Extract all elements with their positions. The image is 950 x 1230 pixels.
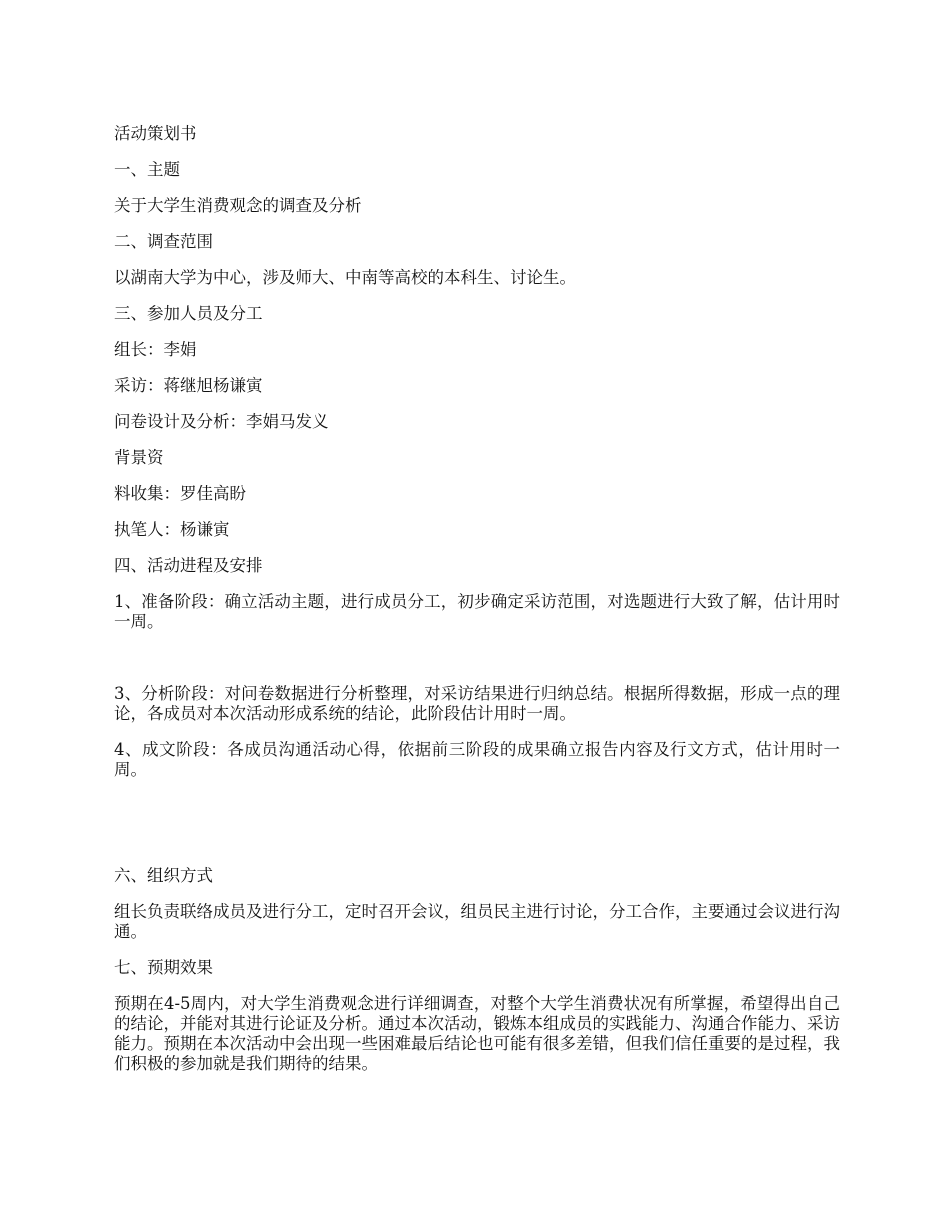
section-heading-organization: 六、组织方式 — [114, 866, 213, 885]
member-writer: 执笔人：杨谦寅 — [114, 520, 230, 539]
document-body — [114, 124, 840, 1090]
section-heading-schedule: 四、活动进程及安排 — [114, 556, 263, 575]
member-background-a: 背景资 — [114, 448, 164, 467]
section-text-organization: 组长负责联络成员及进行分工，定时召开会议，组员民主进行讨论，分工合作，主要通过会议进行沟通。 — [114, 902, 840, 941]
blank-gap — [114, 648, 840, 684]
schedule-step-4: 4、成文阶段：各成员沟通活动心得，依据前三阶段的成果确立报告内容及行文方式，估计用时一周。 — [114, 740, 840, 779]
section-heading-scope: 二、调查范围 — [114, 232, 213, 251]
member-interview: 采访：蒋继旭杨谦寅 — [114, 376, 263, 395]
blank-gap — [114, 796, 840, 866]
member-questionnaire: 问卷设计及分析：李娟马发义 — [114, 412, 329, 431]
member-leader: 组长：李娟 — [114, 340, 197, 359]
section-heading-members: 三、参加人员及分工 — [114, 304, 263, 323]
section-heading-theme: 一、主题 — [114, 160, 180, 179]
schedule-step-1: 1、准备阶段：确立活动主题，进行成员分工，初步确定采访范围，对选题进行大致了解，估计用时一周。 — [114, 592, 840, 631]
section-text-expected-results: 预期在4-5周内，对大学生消费观念进行详细调查，对整个大学生消费状况有所掌握，希望得出自己的结论，并能对其进行论证及分析。通过本次活动，锻炼本组成员的实践能力、沟通合作能力、采访能力。预期在本次活动中会出现一些困难最后结论也可能有很多差错，但我们信任重要的是过程，我们积极的参加就是我们期待的结果。 — [114, 994, 840, 1073]
document-title: 活动策划书 — [114, 124, 197, 143]
section-text-scope: 以湖南大学为中心，涉及师大、中南等高校的本科生、讨论生。 — [114, 268, 576, 287]
member-background-b: 料收集：罗佳高盼 — [114, 484, 246, 503]
section-heading-expected-results: 七、预期效果 — [114, 958, 213, 977]
section-text-theme: 关于大学生消费观念的调查及分析 — [114, 196, 362, 215]
schedule-step-3: 3、分析阶段：对问卷数据进行分析整理，对采访结果进行归纳总结。根据所得数据，形成一点的理论，各成员对本次活动形成系统的结论，此阶段估计用时一周。 — [114, 684, 840, 723]
